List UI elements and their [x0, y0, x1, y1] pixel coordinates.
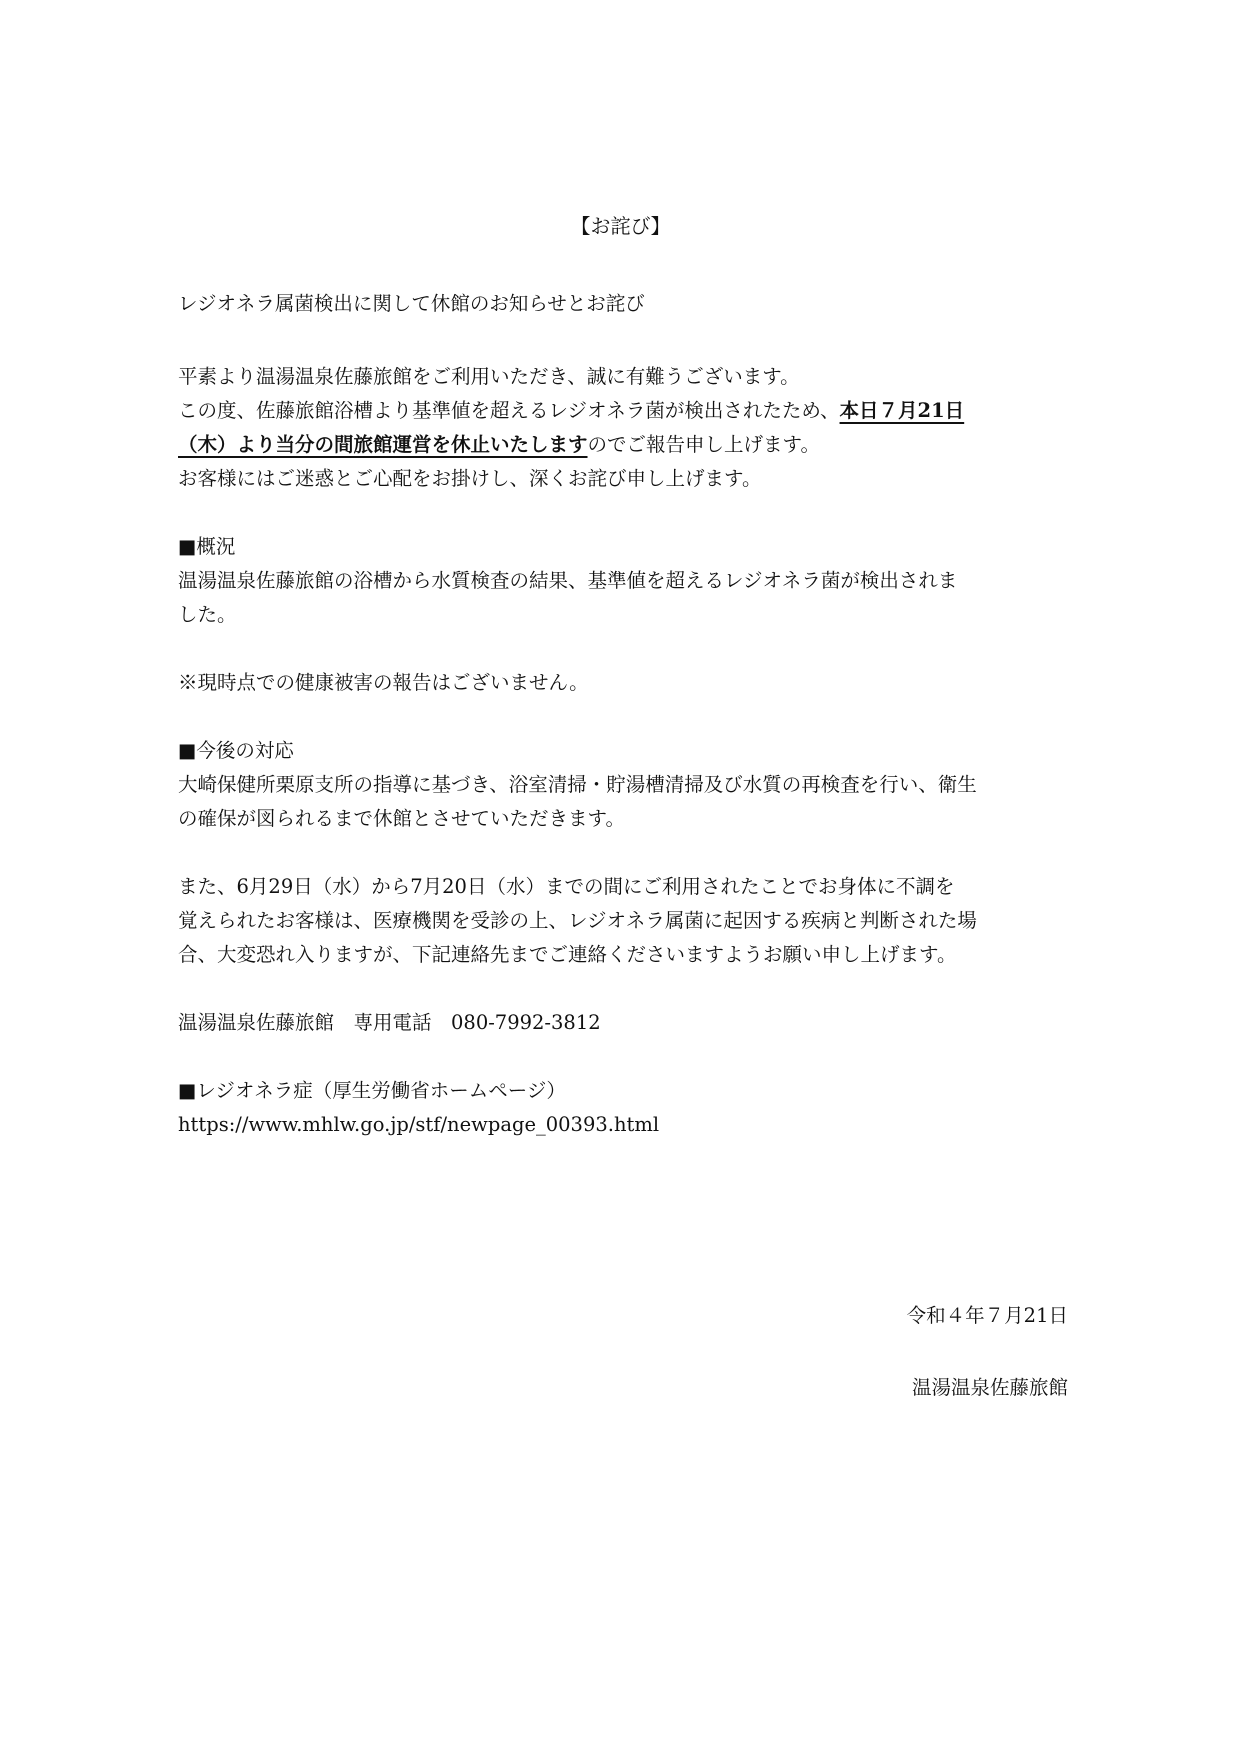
- organization-name: 温湯温泉佐藤旅館: [911, 1376, 1068, 1399]
- greeting-line-2: [178, 394, 1068, 428]
- overview-heading: ■概況: [178, 535, 236, 558]
- greeting-line-2-text: この度、佐藤旅館浴槽より基準値を超えるレジオネラ菌が検出されたため、: [178, 399, 840, 422]
- document-body: [178, 287, 1068, 1142]
- greeting-line-3-text: のでご報告申し上げます。: [587, 433, 820, 456]
- issue-date: 令和４年７月21日: [906, 1304, 1068, 1327]
- reference-url: https://www.mhlw.go.jp/stf/newpage_00393.html: [178, 1113, 660, 1136]
- subject-line: レジオネラ属菌検出に関して休館のお知らせとお詫び: [178, 292, 645, 315]
- greeting-line-1: 平素より温湯温泉佐藤旅館をご利用いただき、誠に有難うございます。: [178, 365, 800, 388]
- health-note: ※現時点での健康被害の報告はございません。: [178, 671, 589, 694]
- future-line-1: 大崎保健所栗原支所の指導に基づき、浴室清掃・貯湯槽清掃及び水質の再検査を行い、衛生: [178, 773, 977, 796]
- reference-heading: ■レジオネラ症（厚生労働省ホームページ）: [178, 1079, 566, 1102]
- request-line-3: 合、大変恐れ入りますが、下記連絡先までご連絡くださいますようお願い申し上げます。: [178, 943, 957, 966]
- overview-line-2: した。: [178, 603, 237, 626]
- document-title: 【お詫び】: [570, 214, 671, 238]
- closure-notice-emphasis: （木）より当分の間旅館運営を休止いたします: [178, 433, 588, 456]
- contact-phone: 温湯温泉佐藤旅館 専用電話 080‐7992‐3812: [178, 1011, 601, 1034]
- greeting-line-4: お客様にはご迷惑とご心配をお掛けし、深くお詫び申し上げます。: [178, 467, 762, 490]
- greeting-line-3: [178, 428, 1068, 462]
- future-heading: ■今後の対応: [178, 739, 294, 762]
- closure-date-emphasis: 本日７月21日: [839, 399, 965, 422]
- future-line-2: の確保が図られるまで休館とさせていただきます。: [178, 807, 625, 830]
- request-line-2: 覚えられたお客様は、医療機関を受診の上、レジオネラ属菌に起因する疾病と判断された場: [178, 909, 977, 932]
- overview-line-1: 温湯温泉佐藤旅館の浴槽から水質検査の結果、基準値を超えるレジオネラ菌が検出されま: [178, 569, 958, 592]
- request-line-1: また、6月29日（水）から7月20日（水）までの間にご利用されたことでお身体に不調を: [178, 875, 955, 898]
